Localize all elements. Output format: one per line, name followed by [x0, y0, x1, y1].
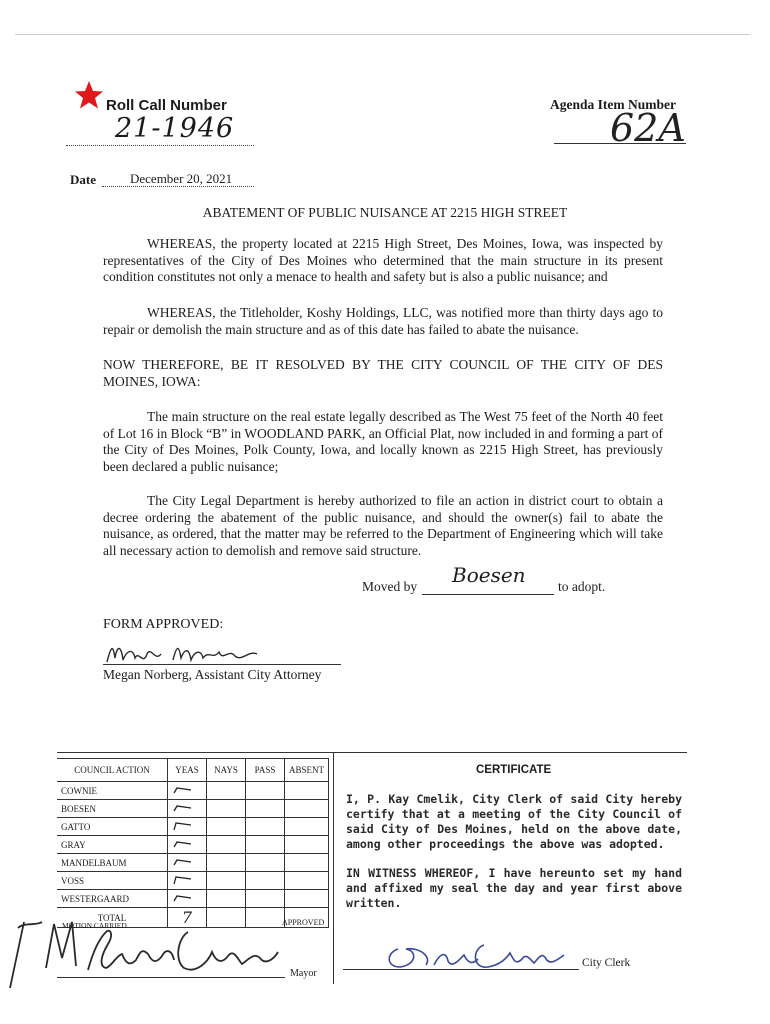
member-name: VOSS — [57, 872, 168, 890]
attorney-name: Megan Norberg, Assistant City Attorney — [103, 667, 322, 682]
whereas-paragraph-1: WHEREAS, the property located at 2215 High Street, Des Moines, Iowa, was inspected by representatives of the City of Des Moines who determined that the main structure in its present condition constitutes not only a menace to health and safety but is also a public nuisance; and — [103, 236, 663, 284]
moved-by-tail: to adopt. — [558, 579, 606, 594]
member-name: BOESEN — [57, 800, 168, 818]
col-yeas: YEAS — [168, 759, 207, 782]
bottom-section-rule — [57, 752, 687, 753]
clerk-signature-line — [343, 969, 579, 970]
table-row — [57, 854, 329, 872]
yea-check-icon — [168, 836, 207, 854]
certificate-title: CERTIFICATE — [476, 764, 552, 776]
pass-cell — [246, 872, 285, 890]
resolve-paragraph-2: The City Legal Department is hereby authorized to file an action in district court to obtain a decree ordering the abatement of the public nuisance, and should the owner(s) fail to abate the nuisance, as ordered, that the matter may be referred to the Department of Engineering which will take all necessary action to demolish and remove said structure. — [103, 493, 663, 558]
council-action-table-wrap — [57, 758, 329, 928]
motion-carried-label: MOTION CARRIED — [62, 921, 127, 930]
red-star-icon — [74, 80, 104, 110]
table-row — [57, 800, 329, 818]
resolution-title: ABATEMENT OF PUBLIC NUISANCE AT 2215 HIGH STREET — [202, 205, 568, 220]
member-name: GATTO — [57, 818, 168, 836]
nay-cell — [207, 782, 246, 800]
agenda-item-label: Agenda Item Number — [550, 97, 676, 112]
pass-cell — [246, 782, 285, 800]
certificate-text-2: IN WITNESS WHEREOF, I have hereunto set my hand and affixed my seal the day and year first above written. — [346, 866, 682, 910]
page-top-rule — [15, 34, 750, 35]
yea-check-icon — [168, 818, 207, 836]
pass-cell — [246, 836, 285, 854]
table-row — [57, 890, 329, 908]
pass-cell — [246, 890, 285, 908]
absent-cell — [285, 872, 329, 890]
yea-check-icon — [168, 854, 207, 872]
council-action-table — [57, 758, 329, 928]
absent-cell — [285, 854, 329, 872]
date-value: December 20, 2021 — [130, 171, 233, 186]
whereas-paragraph-2: WHEREAS, the Titleholder, Koshy Holdings, LLC, was notified more than thirty days ago to repair or demolish the main structure and as of this date has failed to abate the nuisance. — [103, 305, 663, 337]
attorney-signature-line — [103, 664, 341, 665]
table-row — [57, 782, 329, 800]
mayor-signature-line — [57, 977, 285, 978]
table-header-row — [57, 759, 329, 782]
member-name: MANDELBAUM — [57, 854, 168, 872]
mayor-signature — [2, 908, 284, 992]
nay-cell — [207, 854, 246, 872]
col-council-action: COUNCIL ACTION — [57, 759, 168, 782]
col-absent: ABSENT — [285, 759, 329, 782]
certificate-text-1: I, P. Kay Cmelik, City Clerk of said City hereby certify that at a meeting of the City Council of said City of Des Moines, held on the above date, among other proceedings the above was adopted. — [346, 792, 682, 851]
yea-check-icon — [168, 800, 207, 818]
pass-cell — [246, 818, 285, 836]
yea-check-icon — [168, 782, 207, 800]
total-label: TOTAL — [57, 908, 168, 928]
roll-call-label: Roll Call Number — [106, 97, 227, 114]
moved-by-label: Moved by — [362, 579, 418, 594]
agenda-item-line — [554, 143, 686, 144]
absent-cell — [285, 800, 329, 818]
table-row — [57, 818, 329, 836]
moved-by-line — [422, 594, 554, 595]
now-therefore-paragraph: NOW THEREFORE, BE IT RESOLVED BY THE CITY COUNCIL OF THE CITY OF DES MOINES, IOWA: — [103, 357, 663, 389]
form-approved-label: FORM APPROVED: — [103, 617, 224, 632]
total-yeas: 7 — [168, 908, 207, 928]
approved-label: APPROVED — [282, 918, 325, 927]
absent-cell — [285, 890, 329, 908]
member-name: WESTERGAARD — [57, 890, 168, 908]
roll-call-number-line — [66, 145, 254, 146]
pass-cell — [246, 800, 285, 818]
bottom-section-divider — [333, 752, 334, 984]
resolve-paragraph-1: The main structure on the real estate legally described as The West 75 feet of the North 40 feet of Lot 16 in Block “B” in WOODLAND PARK, an Official Plat, now included in and forming a part of the City of Des Moines, Polk County, Iowa, and locally known as 2215 High Street, has previously been declared a public nuisance; — [103, 409, 663, 474]
absent-cell — [285, 818, 329, 836]
mayor-label: Mayor — [290, 968, 317, 979]
city-clerk-label: City Clerk — [582, 957, 631, 969]
table-row — [57, 836, 329, 854]
absent-cell — [285, 782, 329, 800]
col-nays: NAYS — [207, 759, 246, 782]
nay-cell — [207, 890, 246, 908]
nay-cell — [207, 836, 246, 854]
member-name: GRAY — [57, 836, 168, 854]
absent-cell — [285, 836, 329, 854]
col-pass: PASS — [246, 759, 285, 782]
date-label: Date — [70, 172, 96, 187]
yea-check-icon — [168, 872, 207, 890]
yea-check-icon — [168, 890, 207, 908]
pass-cell — [246, 854, 285, 872]
nay-cell — [207, 872, 246, 890]
moved-by-name: Boesen — [452, 563, 526, 587]
member-name: COWNIE — [57, 782, 168, 800]
agenda-item-number: 62A — [610, 106, 686, 150]
nay-cell — [207, 800, 246, 818]
roll-call-number: 21-1946 — [115, 113, 235, 144]
nay-cell — [207, 818, 246, 836]
table-row — [57, 872, 329, 890]
